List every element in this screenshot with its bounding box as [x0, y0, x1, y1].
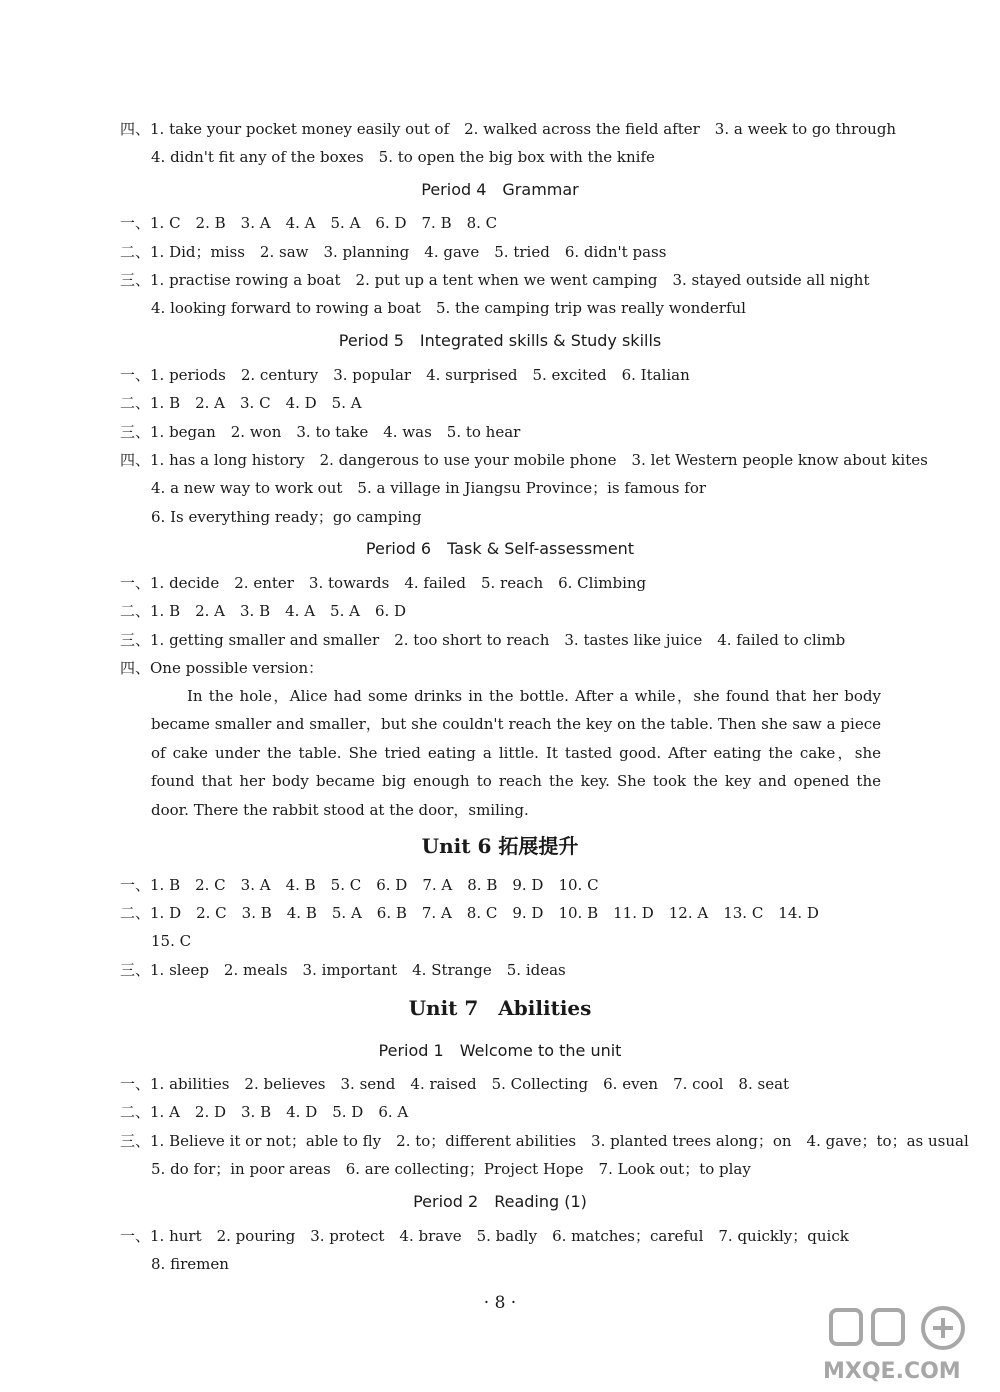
answer-line: 5. do for；in poor areas 6. are collecting；Project Hope 7. Look out；to play [151, 1160, 751, 1178]
answer-line: 四、One possible version： [120, 659, 324, 677]
answer-line: 三、1. getting smaller and smaller 2. too short to reach 3. tastes like juice 4. failed to climb [120, 631, 846, 649]
answer-line: 二、1. Did；miss 2. saw 3. planning 4. gave 5. tried 6. didn't pass [120, 243, 667, 261]
answer-line: 三、1. began 2. won 3. to take 4. was 5. to hear [120, 423, 521, 441]
answer-line: 4. looking forward to rowing a boat 5. the camping trip was really wonderful [151, 299, 746, 317]
answer-line: 二、1. B 2. A 3. C 4. D 5. A [120, 394, 362, 412]
answer-line: 15. C [151, 932, 192, 950]
answer-line: 6. Is everything ready；go camping [151, 508, 422, 526]
watermark-text: MXQE.COM [823, 1359, 961, 1384]
answer-line: 四、1. take your pocket money easily out of 2. walked across the field after 3. a week to go through [120, 120, 897, 138]
answer-line: 一、1. periods 2. century 3. popular 4. surprised 5. excited 6. Italian [120, 366, 690, 384]
answer-line: 二、1. A 2. D 3. B 4. D 5. D 6. A [120, 1103, 409, 1121]
answer-line: 4. a new way to work out 5. a village in Jiangsu Province；is famous for [151, 479, 707, 497]
page-number: · 8 · [483, 1293, 517, 1313]
period-heading: Period 2 Reading (1) [413, 1192, 587, 1211]
period-heading: Period 6 Task & Self-assessment [365, 539, 635, 558]
answer-line: 三、1. Believe it or not；able to fly 2. to；different abilities 3. planted trees along；on 4. gave；to；as usual [120, 1132, 969, 1150]
unit-heading: Unit 6 拓展提升 [421, 834, 579, 858]
answer-line: 四、1. has a long history 2. dangerous to use your mobile phone 3. let Western people know about kites [120, 451, 928, 469]
unit-heading: Unit 7 Abilities [408, 996, 592, 1020]
answer-line: 8. firemen [151, 1255, 229, 1273]
answer-line: 一、1. B 2. C 3. A 4. B 5. C 6. D 7. A 8. B 9. D 10. C [120, 876, 599, 894]
answer-line: 二、1. D 2. C 3. B 4. B 5. A 6. B 7. A 8. C 9. D 10. B 11. D 12. A 13. C 14. D [120, 904, 819, 922]
sample-essay: In the hole，Alice had some drinks in the bottle. After a while，she found that her body became smaller and smaller，but she couldn't reach the key on the table. Then she saw a piece of cake under the table. She tried eating a little. It tasted good. After eating the cake，she found that her body became big enough to reach the key. She took the key and opened the door. There the rabbit stood at the door，smiling. [151, 687, 881, 819]
answer-line: 一、1. abilities 2. believes 3. send 4. raised 5. Collecting 6. even 7. cool 8. seat [120, 1075, 790, 1093]
answer-line: 一、1. decide 2. enter 3. towards 4. failed 5. reach 6. Climbing [120, 574, 647, 592]
answer-line: 4. didn't fit any of the boxes 5. to open the big box with the knife [151, 148, 655, 166]
period-heading: Period 1 Welcome to the unit [378, 1041, 622, 1060]
answer-line: 一、1. C 2. B 3. A 4. A 5. A 6. D 7. B 8. C [120, 214, 498, 232]
answer-line: 一、1. hurt 2. pouring 3. protect 4. brave 5. badly 6. matches；careful 7. quickly；quick [120, 1227, 849, 1245]
period-heading: Period 5 Integrated skills & Study skills [338, 331, 662, 350]
period-heading: Period 4 Grammar [421, 180, 579, 199]
answer-line: 三、1. practise rowing a boat 2. put up a tent when we went camping 3. stayed outside all night [120, 271, 870, 289]
answer-line: 二、1. B 2. A 3. B 4. A 5. A 6. D [120, 602, 407, 620]
watermark-logo [817, 1306, 992, 1386]
answer-line: 三、1. sleep 2. meals 3. important 4. Strange 5. ideas [120, 961, 566, 979]
